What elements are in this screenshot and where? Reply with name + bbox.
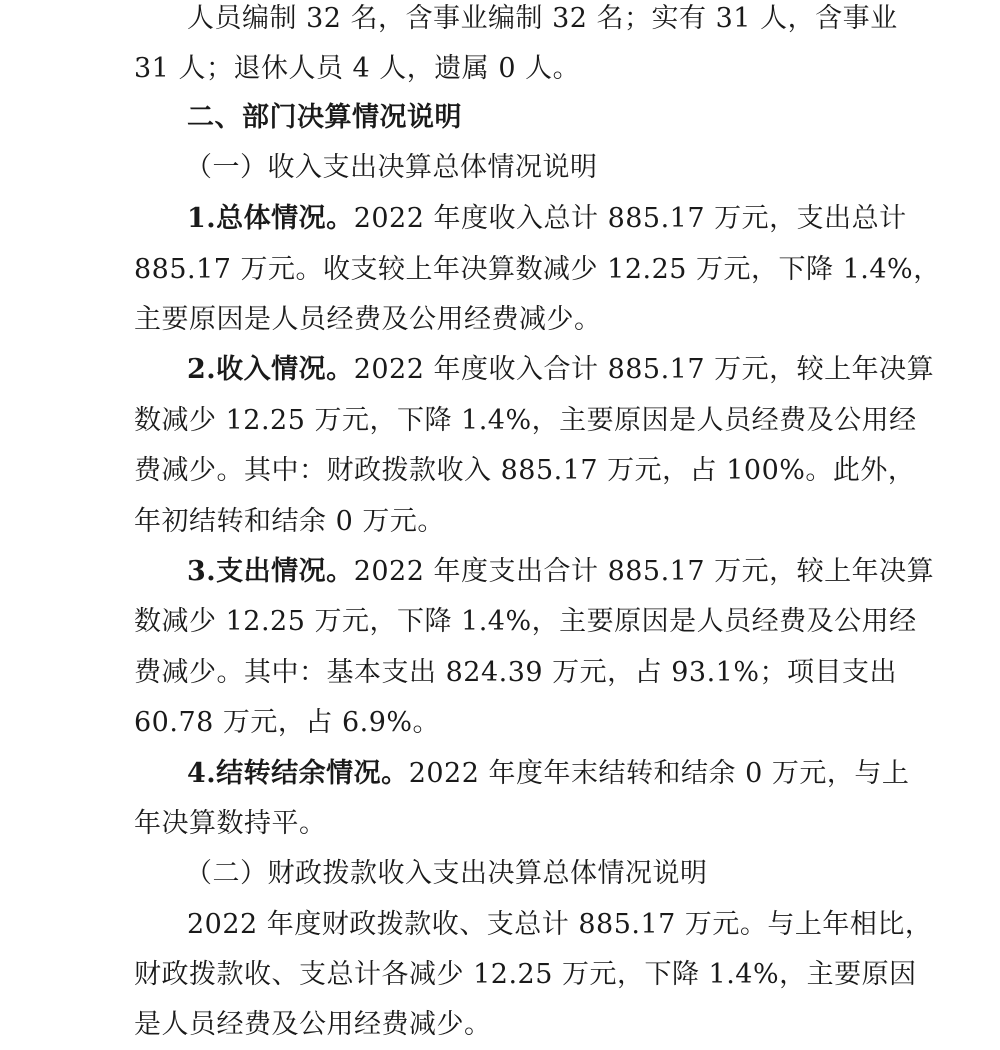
para-fiscal-line-2: 财政拨款收、支总计各减少 12.25 万元，下降 1.4%，主要原因 bbox=[134, 959, 917, 990]
para-balance-text: 2022 年度年末结转和结余 0 万元，与上 bbox=[408, 758, 910, 789]
intro-line-2: 31 人；退休人员 4 人，遗属 0 人。 bbox=[134, 53, 581, 84]
para-overall-line-1 bbox=[187, 194, 1000, 244]
para-expense-text: 2022 年度支出合计 885.17 万元，较上年决算 bbox=[353, 556, 935, 587]
para-income-line-1 bbox=[187, 345, 1000, 395]
para-expense-line-2: 数减少 12.25 万元，下降 1.4%，主要原因是人员经费及公用经 bbox=[134, 606, 917, 637]
subsection-2-title: （二）财政拨款收入支出决算总体情况说明 bbox=[185, 858, 708, 889]
intro-line-1: 人员编制 32 名，含事业编制 32 名；实有 31 人，含事业 bbox=[187, 3, 898, 34]
para-balance-line-1 bbox=[187, 749, 1000, 799]
para-expense-line-4: 60.78 万元，占 6.9%。 bbox=[134, 707, 441, 738]
para-overall-line-3: 主要原因是人员经费及公用经费减少。 bbox=[134, 304, 602, 335]
subsection-1-title: （一）收入支出决算总体情况说明 bbox=[185, 152, 598, 183]
para-income-text: 2022 年度收入合计 885.17 万元，较上年决算 bbox=[353, 354, 935, 385]
para-fiscal-line-1: 2022 年度财政拨款收、支总计 885.17 万元。与上年相比， bbox=[187, 909, 933, 940]
para-income-line-2: 数减少 12.25 万元，下降 1.4%，主要原因是人员经费及公用经 bbox=[134, 405, 917, 436]
para-expense-line-3: 费减少。其中：基本支出 824.39 万元，占 93.1%；项目支出 bbox=[134, 657, 897, 688]
para-fiscal-line-3: 是人员经费及公用经费减少。 bbox=[134, 1009, 492, 1040]
para-income-line-3: 费减少。其中：财政拨款收入 885.17 万元，占 100%。此外， bbox=[134, 455, 916, 486]
para-balance-label: 4.结转结余情况。 bbox=[187, 758, 409, 789]
para-expense-line-1 bbox=[187, 547, 1000, 597]
para-overall-text: 2022 年度收入总计 885.17 万元，支出总计 bbox=[353, 203, 907, 234]
para-income-line-4: 年初结转和结余 0 万元。 bbox=[134, 506, 445, 537]
para-overall-label: 1.总体情况。 bbox=[187, 203, 354, 234]
para-expense-label: 3.支出情况。 bbox=[187, 556, 354, 587]
para-balance-line-2: 年决算数持平。 bbox=[134, 808, 327, 839]
para-overall-line-2: 885.17 万元。收支较上年决算数减少 12.25 万元，下降 1.4%， bbox=[134, 254, 941, 285]
section-title: 二、部门决算情况说明 bbox=[187, 102, 462, 133]
para-income-label: 2.收入情况。 bbox=[187, 354, 354, 385]
